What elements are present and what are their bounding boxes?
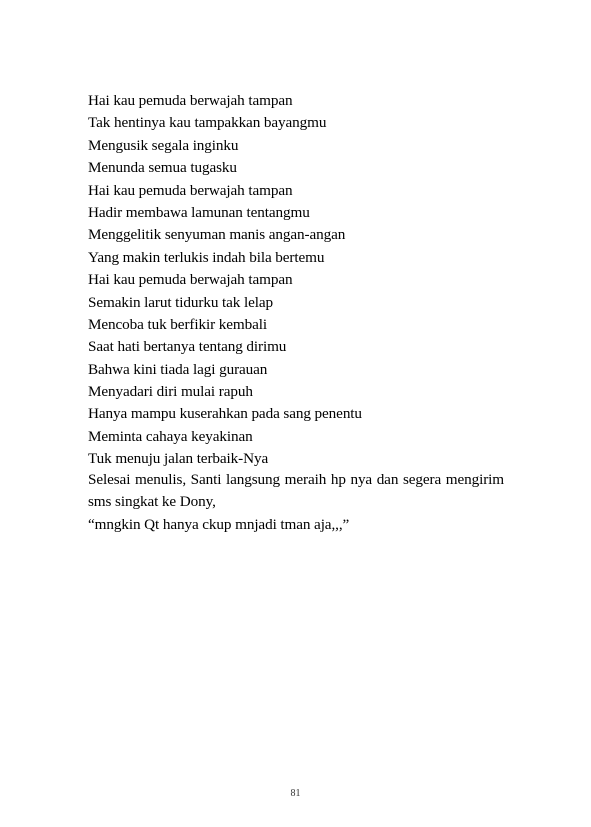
poem-line: Mengusik segala inginku — [88, 136, 239, 154]
poem-line: Menggelitik senyuman manis angan-angan — [88, 226, 346, 244]
sms-quote: “mngkin Qt hanya ckup mnjadi tman aja,,,” — [88, 515, 350, 533]
narrative-paragraph: Selesai menulis, Santi langsung meraih hp nya dan segera mengirim sms singkat ke Dony, — [88, 471, 504, 511]
poem-line: Saat hati bertanya tentang dirimu — [88, 338, 287, 356]
poem-line: Yang makin terlukis indah bila bertemu — [88, 248, 325, 266]
poem-line: Menyadari diri mulai rapuh — [88, 383, 253, 401]
poem-line: Meminta cahaya keyakinan — [88, 427, 253, 445]
poem-line: Tak hentinya kau tampakkan bayangmu — [88, 114, 327, 132]
poem-line: Hadir membawa lamunan tentangmu — [88, 203, 310, 221]
poem-line: Hai kau pemuda berwajah tampan — [88, 271, 293, 289]
poem-line: Hanya mampu kuserahkan pada sang penentu — [88, 405, 362, 423]
poem-line: Hai kau pemuda berwajah tampan — [88, 92, 293, 109]
poem-block — [88, 90, 504, 471]
poem-line: Semakin larut tidurku tak lelap — [88, 293, 274, 311]
poem-line: Menunda semua tugasku — [88, 159, 237, 177]
poem-line: Hai kau pemuda berwajah tampan — [88, 181, 293, 199]
poem-line: Mencoba tuk berfikir kembali — [88, 315, 267, 333]
poem-line: Bahwa kini tiada lagi gurauan — [88, 360, 268, 378]
poem-line: Tuk menuju jalan terbaik-Nya — [88, 450, 269, 468]
page-number: 81 — [290, 788, 301, 799]
prose-block — [88, 469, 504, 536]
